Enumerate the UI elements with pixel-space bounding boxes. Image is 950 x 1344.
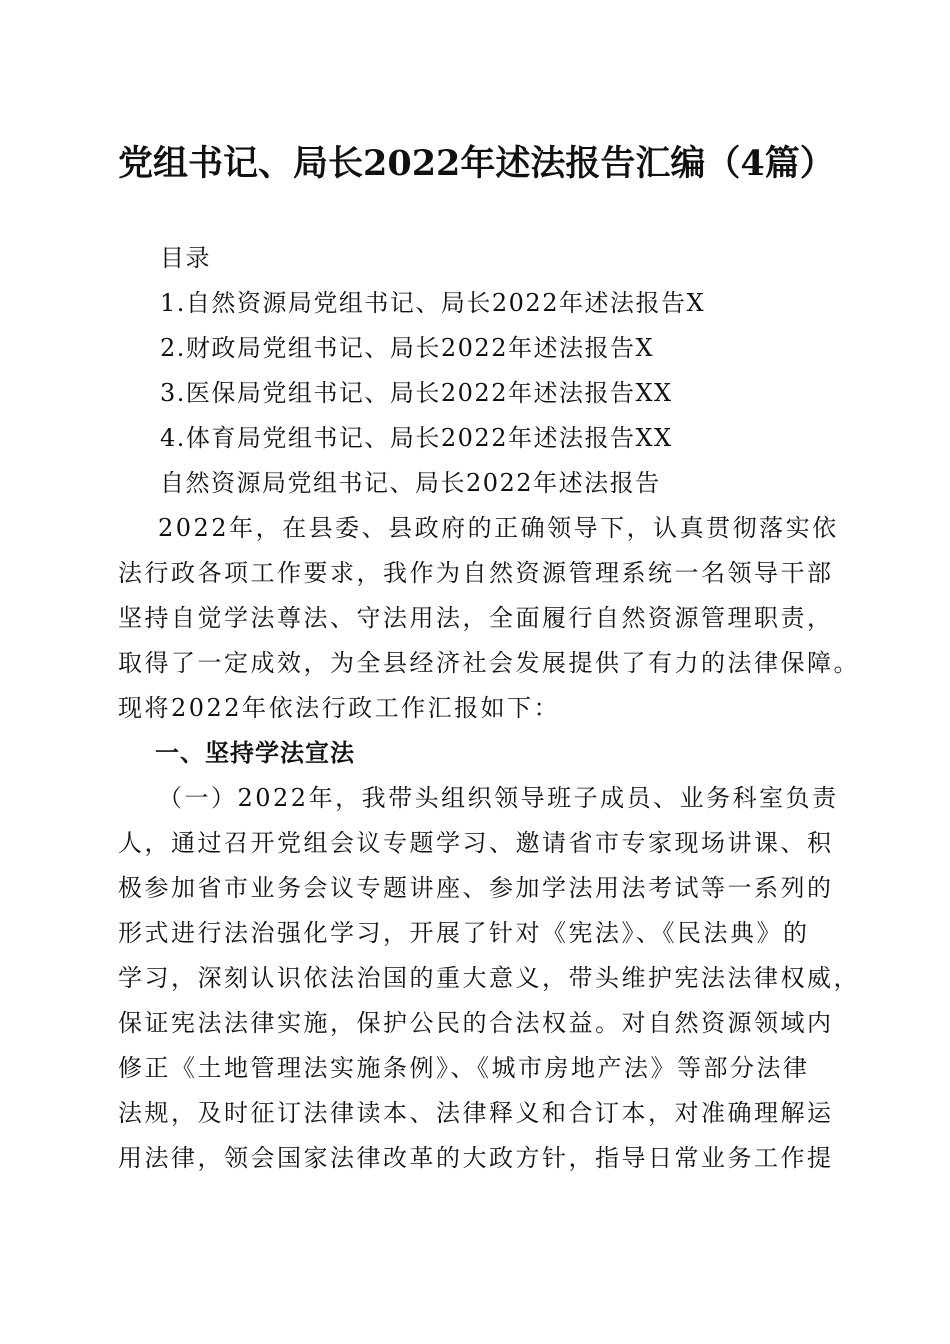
toc-item-1: 1.自然资源局党组书记、局长2022年述法报告X [160, 289, 706, 317]
intro-line-4: 取得了一定成效，为全县经济社会发展提供了有力的法律保障。 [118, 649, 860, 677]
body-line-9: 用法律，领会国家法律改革的大政方针，指导日常业务工作提 [118, 1144, 834, 1172]
toc-item-4: 4.体育局党组书记、局长2022年述法报告XX [160, 424, 673, 452]
body-line-5: 学习，深刻认识依法治国的重大意义，带头维护宪法法律权威， [118, 964, 860, 992]
body-line-1: （一）2022年，我带头组织领导班子成员、业务科室负责 [158, 784, 839, 812]
intro-line-3: 坚持自觉学法尊法、守法用法，全面履行自然资源管理职责， [118, 604, 834, 632]
body-line-4: 形式进行法治强化学习，开展了针对《宪法》、《民法典》的 [118, 919, 810, 947]
toc-item-2: 2.财政局党组书记、局长2022年述法报告X [160, 334, 655, 362]
body-line-2: 人，通过召开党组会议专题学习、邀请省市专家现场讲课、积 [118, 829, 834, 857]
section-title: 自然资源局党组书记、局长2022年述法报告 [160, 469, 661, 497]
body-line-7: 修正《土地管理法实施条例》、《城市房地产法》等部分法律 [118, 1054, 810, 1082]
toc-item-3: 3.医保局党组书记、局长2022年述法报告XX [160, 379, 673, 407]
toc-label: 目录 [160, 244, 211, 272]
intro-line-2: 法行政各项工作要求，我作为自然资源管理系统一名领导干部 [118, 559, 834, 587]
document-title: 党组书记、局长2022年述法报告汇编（4篇） [118, 143, 835, 184]
intro-line-1: 2022年，在县委、县政府的正确领导下，认真贯彻落实依 [158, 514, 839, 542]
body-line-8: 法规，及时征订法律读本、法律释义和合订本，对准确理解运 [118, 1099, 834, 1127]
body-line-6: 保证宪法法律实施，保护公民的合法权益。对自然资源领域内 [118, 1009, 834, 1037]
intro-line-5: 现将2022年依法行政工作汇报如下： [118, 694, 561, 722]
heading-1: 一、坚持学法宣法 [155, 739, 355, 767]
body-line-3: 极参加省市业务会议专题讲座、参加学法用法考试等一系列的 [118, 874, 834, 902]
